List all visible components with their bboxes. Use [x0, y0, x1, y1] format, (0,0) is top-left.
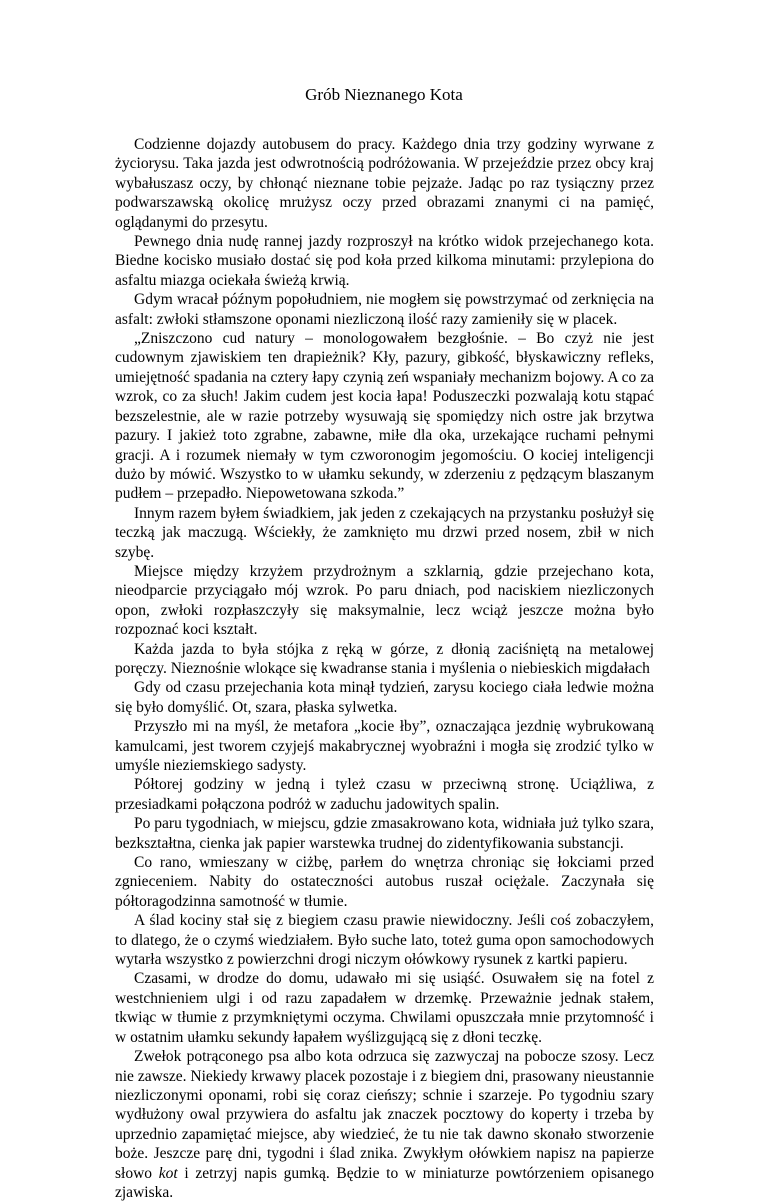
paragraph: Gdy od czasu przejechania kota minął tydzień, zarysu kociego ciała ledwie można się było domyślić. Ot, szara, płaska sylwetka.: [115, 679, 654, 716]
italic-word: kot: [158, 1164, 178, 1182]
paragraph-last-before: Zwełok potrąconego psa albo kota odrzuca się zazwyczaj na pobocze szosy. Lecz nie zawsze. Niekiedy krwawy placek pozostaje i z biegiem dni, prasowany nieustannie niezliczonymi oponami, robi się coraz cieńszy; schnie i szarzeje. Po tygodniu szary wydłużony owal przywiera do asfaltu jak znaczek pocztowy do koperty i trzeba by uprzednio zapamiętać miejsce, aby wiedzieć, że tu nie tak dawno skonało stworzenie boże. Jeszcze parę dni, tygodni i ślad znika. Zwykłym ołówkiem napisz na papierze słowo: [115, 1048, 654, 1182]
paragraph: Każda jazda to była stójka z ręką w górze, z dłonią zaciśniętą na metalowej poręczy. Nieznośnie wlokące się kwadranse stania i myślenia o niebieskich migdałach: [115, 640, 654, 677]
paragraph: Innym razem byłem świadkiem, jak jeden z czekających na przystanku posłużył się teczką jak maczugą. Wściekły, że zamknięto mu drzwi przed nosem, zbił w nich szybę.: [115, 504, 654, 561]
paragraph: Pewnego dnia nudę rannej jazdy rozproszył na krótko widok przejechanego kota. Biedne kocisko musiało dostać się pod koła przed kilkoma minutami: przylepiona do asfaltu miazga ociekała świeżą krwią.: [115, 233, 654, 289]
paragraph: Co rano, wmieszany w ciżbę, parłem do wnętrza chroniąc się łokciami przed zgnieceniem. Nabity do ostateczności autobus ruszał ociężale. Zaczynała się półtoragodzinna samotność w tłumie.: [115, 854, 654, 910]
document-title: Grób Nieznanego Kota: [305, 85, 463, 104]
paragraph: Po paru tygodniach, w miejscu, gdzie zmasakrowano kota, widniała już tylko szara, bezkształtna, cienka jak papier warstewka trudnej do zidentyfikowania substancji.: [115, 815, 654, 852]
paragraph-last-after: i zetrzyj napis gumką. Będzie to w miniaturze powtórzeniem opisanego zjawiska.: [115, 1164, 654, 1201]
paragraph: Codzienne dojazdy autobusem do pracy. Każdego dnia trzy godziny wyrwane z życiorysu. Taka jazda jest odwrotnością podróżowania. W przejeździe przez obcy kraj wybałuszasz oczy, by chłonąć nieznane tobie pejzaże. Jadąc po raz tysiączny przez podwarszawską okolicę mrużysz oczy przed obrazami znanymi ci na pamięć, oglądanymi do przesytu.: [115, 136, 654, 231]
paragraph-last: [115, 1047, 654, 1202]
paragraph: Półtorej godziny w jedną i tyleż czasu w przeciwną stronę. Uciążliwa, z przesiadkami połączona podróż w zaduchu jadowitych spalin.: [115, 776, 654, 813]
document-body: [115, 135, 654, 1202]
paragraph: Miejsce między krzyżem przydrożnym a szklarnią, gdzie przejechano kota, nieodparcie przyciągało mój wzrok. Po paru dniach, pod naciskiem niezliczonych opon, zwłoki rozpłaszczyły się maksymalnie, lecz wciąż jeszcze można było rozpoznać koci kształt.: [115, 562, 654, 639]
paragraph: „Zniszczono cud natury – monologowałem bezgłośnie. – Bo czyż nie jest cudownym zjawiskiem ten drapieżnik? Kły, pazury, gibkość, błyskawiczny refleks, umiejętność spadania na cztery łapy czynią zeń wspaniały mechanizm bojowy. A co za wzrok, co za słuch! Jakim cudem jest kocia łapa! Poduszeczki pozwalają kotu stąpać bezszelestnie, ale w razie potrzeby wysuwają się spomiędzy nich ostre jak brzytwa pazury. I jakież toto zgrabne, zabawne, miłe dla oka, urzekające ruchami pełnymi gracji. A i rozumek niemały w tym czworonogim jegomościu. O kociej inteligencji dużo by mówić. Wszystko to w ułamku sekundy, w zderzeniu z pędzącym blaszanym pudłem – przepadło. Niepowetowana szkoda.”: [115, 330, 654, 503]
paragraph: Przyszło mi na myśl, że metafora „kocie łby”, oznaczająca jezdnię wybrukowaną kamulcami, jest tworem czyjejś makabrycznej wyobraźni i mogła się zrodzić tylko w umyśle nieziemskiego sadysty.: [115, 718, 654, 774]
paragraph: Czasami, w drodze do domu, udawało mi się usiąść. Osuwałem się na fotel z westchnieniem ulgi i od razu zapadałem w drzemkę. Przeważnie jednak stałem, tkwiąc w tłumie z przymkniętymi oczyma. Chwilami opuszczała mnie przytomność i w ostatnim ułamku sekundy łapałem wyślizgującą się z dłoni teczkę.: [115, 970, 654, 1046]
paragraph: A ślad kociny stał się z biegiem czasu prawie niewidoczny. Jeśli coś zobaczyłem, to dlatego, że o czymś wiedziałem. Było suche lato, toteż guma opon samochodowych wytarła wszystko z powierzchni drogi niczym ołówkowy rysunek z kartki papieru.: [115, 912, 654, 969]
paragraph: Gdym wracał późnym popołudniem, nie mogłem się powstrzymać od zerknięcia na asfalt: zwłoki stłamszone oponami niezliczoną ilość razy zamieniły się w placek.: [115, 291, 654, 328]
